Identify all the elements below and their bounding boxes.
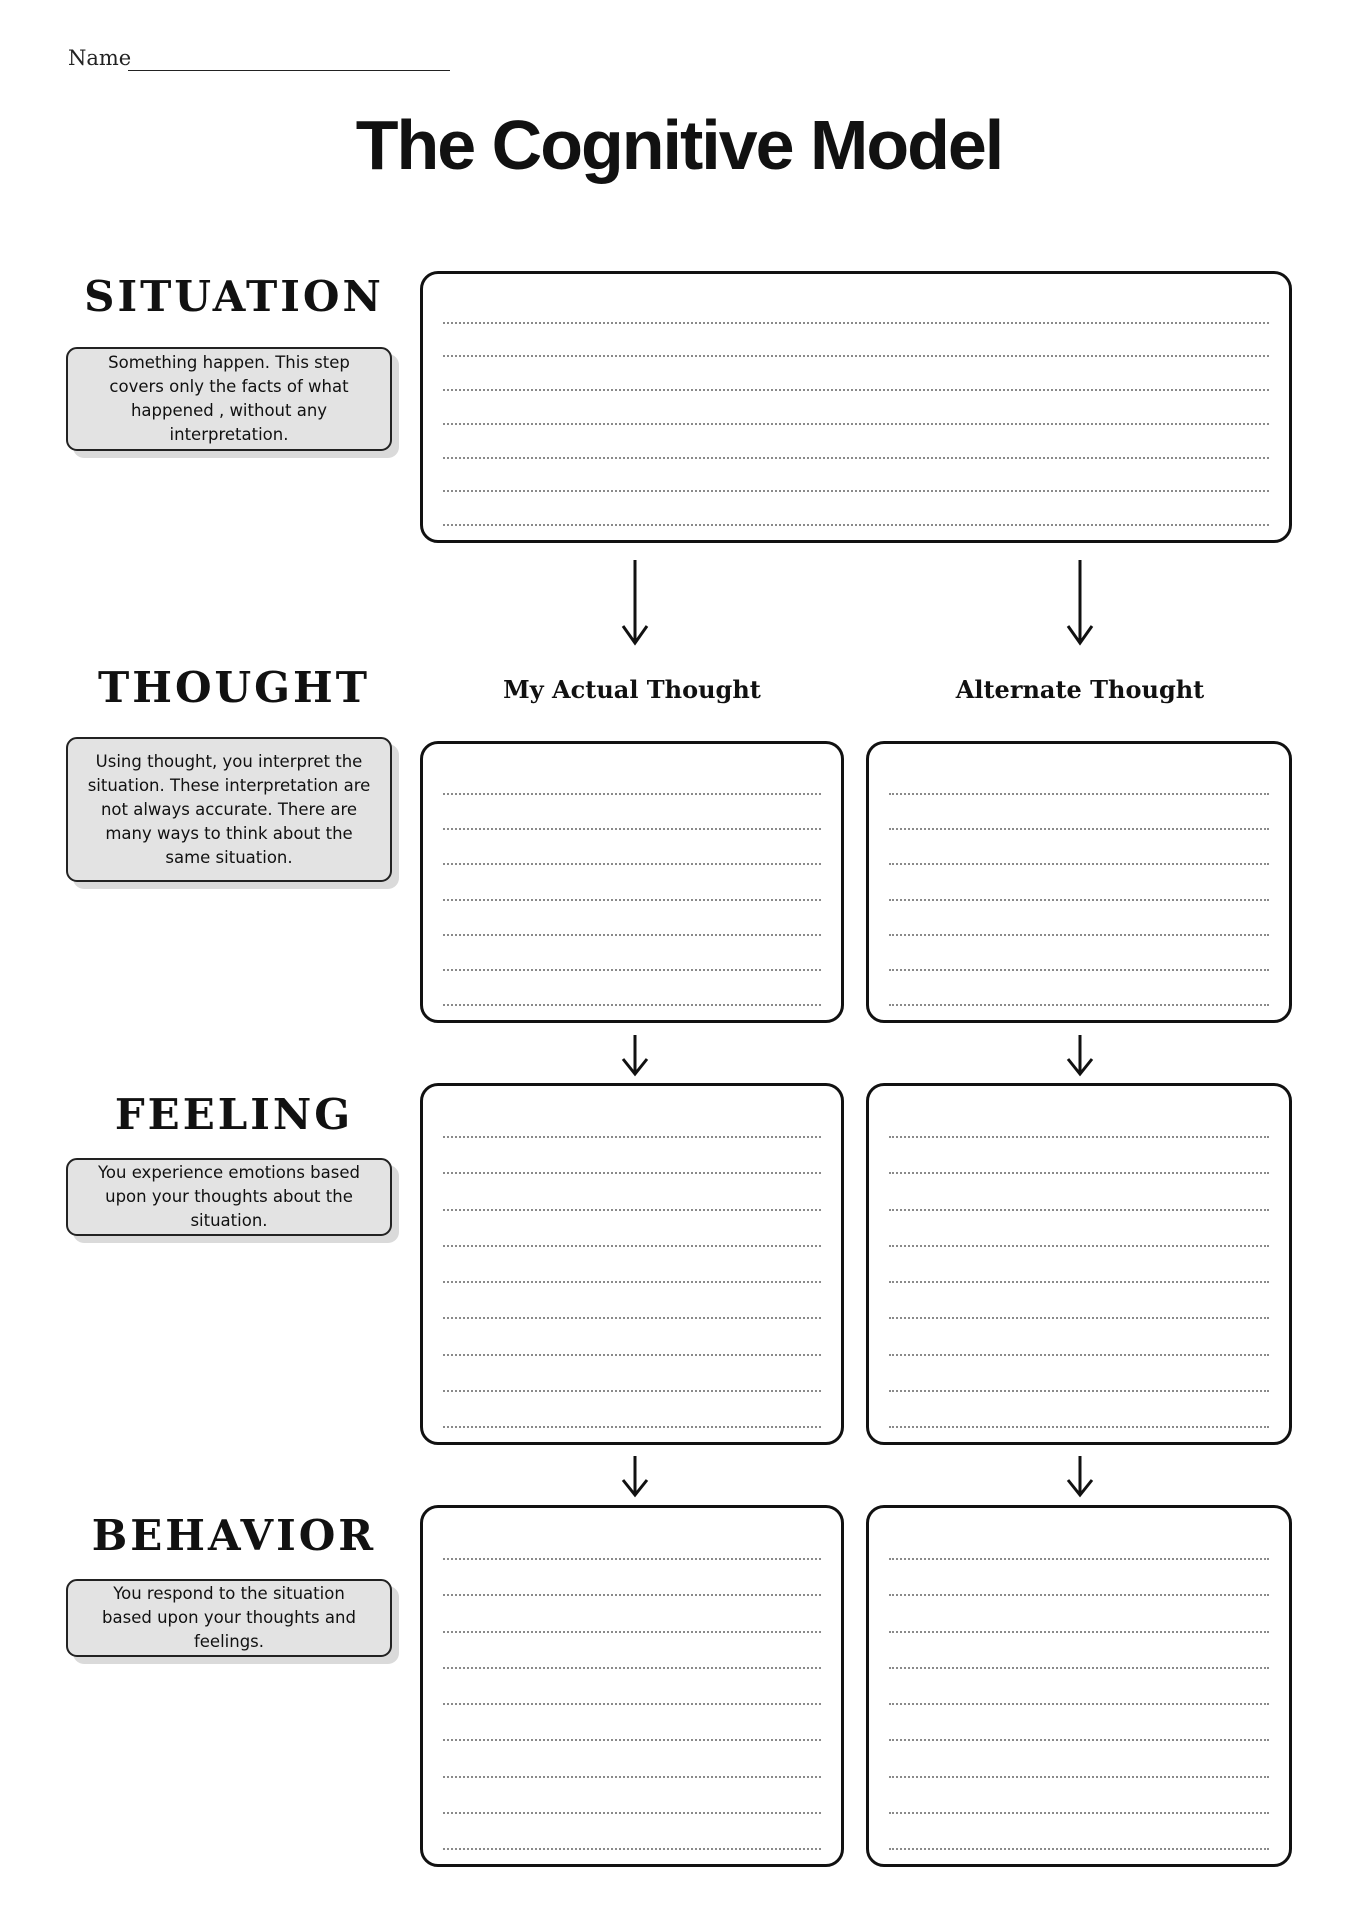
dotted-writing-line (443, 1426, 821, 1428)
dotted-writing-line (889, 899, 1269, 901)
dotted-writing-line (443, 457, 1269, 459)
dotted-writing-line (443, 524, 1269, 526)
dotted-writing-line (889, 1667, 1269, 1669)
writing-lines (443, 760, 821, 1006)
situation-description-text: Something happen. This step covers only the facts of what happened , without any interpretation. (108, 353, 350, 444)
writing-lines (889, 1102, 1269, 1428)
writing-lines (889, 1524, 1269, 1850)
dotted-writing-line (443, 1812, 821, 1814)
arrow-down-icon (1065, 560, 1095, 646)
column-heading-alternate: Alternate Thought (955, 675, 1205, 704)
dotted-writing-line (889, 828, 1269, 830)
dotted-writing-line (889, 1004, 1269, 1006)
arrow-down-icon (620, 1456, 650, 1498)
dotted-writing-line (889, 1631, 1269, 1633)
dotted-writing-line (443, 1209, 821, 1211)
situation-writing-box[interactable] (420, 271, 1292, 543)
dotted-writing-line (443, 1594, 821, 1596)
dotted-writing-line (443, 1848, 821, 1850)
dotted-writing-line (889, 1812, 1269, 1814)
dotted-writing-line (443, 899, 821, 901)
dotted-writing-line (443, 1667, 821, 1669)
dotted-writing-line (443, 1776, 821, 1778)
dotted-writing-line (889, 1703, 1269, 1705)
dotted-writing-line (889, 1739, 1269, 1741)
dotted-writing-line (443, 355, 1269, 357)
dotted-writing-line (443, 322, 1269, 324)
dotted-writing-line (889, 1136, 1269, 1138)
dotted-writing-line (443, 1390, 821, 1392)
feeling-heading: FEELING (114, 1090, 354, 1139)
dotted-writing-line (443, 389, 1269, 391)
dotted-writing-line (443, 490, 1269, 492)
dotted-writing-line (443, 1558, 821, 1560)
situation-description (66, 347, 392, 451)
dotted-writing-line (443, 969, 821, 971)
actual-thought-box[interactable] (420, 741, 844, 1023)
dotted-writing-line (889, 1558, 1269, 1560)
arrow-down-icon (620, 560, 650, 646)
dotted-writing-line (889, 1426, 1269, 1428)
dotted-writing-line (889, 1390, 1269, 1392)
feeling-description-text: You experience emotions based upon your thoughts about the situation. (98, 1163, 360, 1230)
behavior-heading: BEHAVIOR (91, 1511, 377, 1560)
name-field[interactable] (128, 70, 450, 71)
writing-lines (443, 1524, 821, 1850)
actual-behavior-box[interactable] (420, 1505, 844, 1867)
dotted-writing-line (889, 793, 1269, 795)
dotted-writing-line (889, 934, 1269, 936)
arrow-down-icon (1065, 1035, 1095, 1077)
dotted-writing-line (443, 423, 1269, 425)
thought-description-text: Using thought, you interpret the situation. These interpretation are not always accurate. There are many ways to think about the same situation. (87, 751, 371, 867)
dotted-writing-line (889, 1354, 1269, 1356)
feeling-description (66, 1158, 392, 1236)
writing-lines (889, 760, 1269, 1006)
alternate-feeling-box[interactable] (866, 1083, 1292, 1445)
actual-feeling-box[interactable] (420, 1083, 844, 1445)
writing-lines (443, 1102, 821, 1428)
dotted-writing-line (443, 1354, 821, 1356)
dotted-writing-line (889, 863, 1269, 865)
thought-heading: THOUGHT (98, 663, 370, 712)
arrow-down-icon (1065, 1456, 1095, 1498)
dotted-writing-line (443, 863, 821, 865)
dotted-writing-line (889, 1317, 1269, 1319)
behavior-description-text: You respond to the situation based upon your thoughts and feelings. (102, 1584, 356, 1651)
situation-heading: SITUATION (84, 272, 384, 321)
dotted-writing-line (889, 1245, 1269, 1247)
dotted-writing-line (889, 1848, 1269, 1850)
name-label: Name (68, 46, 132, 70)
column-heading-actual: My Actual Thought (503, 675, 761, 704)
page-title: The Cognitive Model (355, 106, 1003, 184)
dotted-writing-line (443, 1281, 821, 1283)
dotted-writing-line (443, 1136, 821, 1138)
arrow-down-icon (620, 1035, 650, 1077)
alternate-behavior-box[interactable] (866, 1505, 1292, 1867)
dotted-writing-line (443, 934, 821, 936)
thought-description (66, 737, 392, 882)
dotted-writing-line (889, 1209, 1269, 1211)
dotted-writing-line (443, 1004, 821, 1006)
dotted-writing-line (443, 828, 821, 830)
dotted-writing-line (443, 1172, 821, 1174)
dotted-writing-line (443, 1739, 821, 1741)
behavior-description (66, 1579, 392, 1657)
dotted-writing-line (443, 1703, 821, 1705)
dotted-writing-line (443, 1245, 821, 1247)
dotted-writing-line (889, 1594, 1269, 1596)
dotted-writing-line (443, 1317, 821, 1319)
alternate-thought-box[interactable] (866, 741, 1292, 1023)
dotted-writing-line (889, 1776, 1269, 1778)
dotted-writing-line (889, 1172, 1269, 1174)
dotted-writing-line (889, 1281, 1269, 1283)
dotted-writing-line (889, 969, 1269, 971)
dotted-writing-line (443, 1631, 821, 1633)
writing-lines (443, 290, 1269, 526)
dotted-writing-line (443, 793, 821, 795)
